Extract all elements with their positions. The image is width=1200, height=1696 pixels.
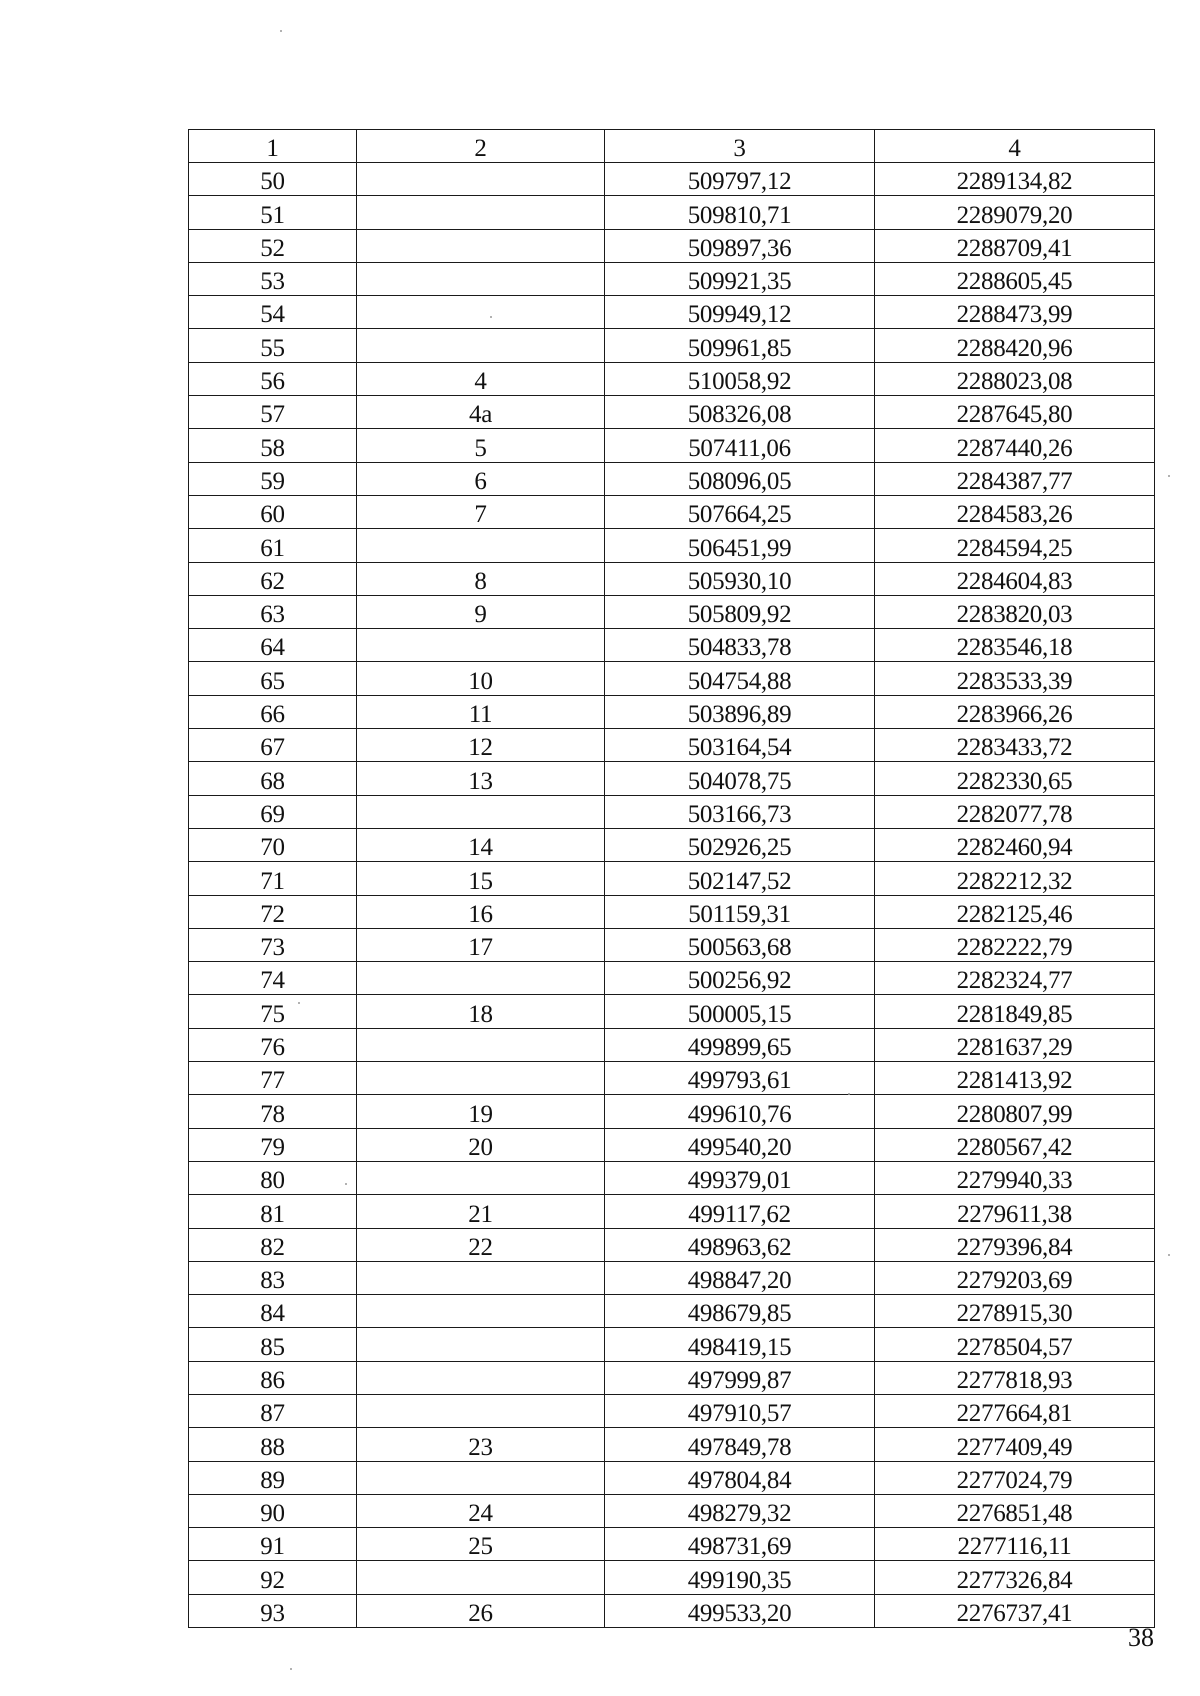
- marker-cell: 25: [357, 1528, 605, 1561]
- scan-speck: [345, 1183, 347, 1185]
- marker-cell: [357, 795, 605, 828]
- table-row: [189, 495, 1155, 528]
- point-number-cell: 54: [189, 296, 357, 329]
- point-number-cell: 75: [189, 995, 357, 1028]
- y-coordinate-cell: 2283533,39: [875, 662, 1155, 695]
- table-row: [189, 1161, 1155, 1194]
- x-coordinate-cell: 501159,31: [605, 895, 875, 928]
- marker-cell: 11: [357, 695, 605, 728]
- table-row: [189, 1128, 1155, 1161]
- y-coordinate-cell: 2279396,84: [875, 1228, 1155, 1261]
- table-row: [189, 262, 1155, 295]
- table-row: [189, 1528, 1155, 1561]
- marker-cell: 19: [357, 1095, 605, 1128]
- point-number-cell: 73: [189, 928, 357, 961]
- point-number-cell: 93: [189, 1594, 357, 1627]
- coordinates-table: [188, 129, 1155, 1628]
- y-coordinate-cell: 2279611,38: [875, 1195, 1155, 1228]
- marker-cell: 9: [357, 595, 605, 628]
- y-coordinate-cell: 2289134,82: [875, 163, 1155, 196]
- point-number-cell: 70: [189, 828, 357, 861]
- table-row: [189, 1062, 1155, 1095]
- marker-cell: [357, 529, 605, 562]
- y-coordinate-cell: 2288420,96: [875, 329, 1155, 362]
- marker-cell: 22: [357, 1228, 605, 1261]
- y-coordinate-cell: 2277024,79: [875, 1461, 1155, 1494]
- x-coordinate-cell: 509797,12: [605, 163, 875, 196]
- x-coordinate-cell: 498419,15: [605, 1328, 875, 1361]
- y-coordinate-cell: 2289079,20: [875, 196, 1155, 229]
- point-number-cell: 72: [189, 895, 357, 928]
- y-coordinate-cell: 2277664,81: [875, 1394, 1155, 1427]
- table-row: [189, 1394, 1155, 1427]
- point-number-cell: 84: [189, 1295, 357, 1328]
- marker-cell: 4a: [357, 396, 605, 429]
- scan-speck: [1168, 475, 1170, 477]
- point-number-cell: 53: [189, 262, 357, 295]
- x-coordinate-cell: 499899,65: [605, 1028, 875, 1061]
- point-number-cell: 66: [189, 695, 357, 728]
- x-coordinate-cell: 504754,88: [605, 662, 875, 695]
- x-coordinate-cell: 499117,62: [605, 1195, 875, 1228]
- table-row: [189, 1228, 1155, 1261]
- marker-cell: [357, 163, 605, 196]
- y-coordinate-cell: 2282460,94: [875, 828, 1155, 861]
- y-coordinate-cell: 2282222,79: [875, 928, 1155, 961]
- y-coordinate-cell: 2276851,48: [875, 1494, 1155, 1527]
- table-row: [189, 1095, 1155, 1128]
- y-coordinate-cell: 2276737,41: [875, 1594, 1155, 1627]
- marker-cell: 18: [357, 995, 605, 1028]
- x-coordinate-cell: 505930,10: [605, 562, 875, 595]
- point-number-cell: 88: [189, 1428, 357, 1461]
- header-row: [189, 130, 1155, 163]
- x-coordinate-cell: 499610,76: [605, 1095, 875, 1128]
- point-number-cell: 89: [189, 1461, 357, 1494]
- table-row: [189, 462, 1155, 495]
- table-row: [189, 329, 1155, 362]
- point-number-cell: 91: [189, 1528, 357, 1561]
- point-number-cell: 74: [189, 962, 357, 995]
- marker-cell: [357, 329, 605, 362]
- marker-cell: 10: [357, 662, 605, 695]
- x-coordinate-cell: 499793,61: [605, 1062, 875, 1095]
- marker-cell: 4: [357, 362, 605, 395]
- x-coordinate-cell: 509897,36: [605, 229, 875, 262]
- x-coordinate-cell: 506451,99: [605, 529, 875, 562]
- y-coordinate-cell: 2281849,85: [875, 995, 1155, 1028]
- marker-cell: 7: [357, 495, 605, 528]
- table-row: [189, 962, 1155, 995]
- y-coordinate-cell: 2283546,18: [875, 629, 1155, 662]
- point-number-cell: 82: [189, 1228, 357, 1261]
- point-number-cell: 60: [189, 495, 357, 528]
- y-coordinate-cell: 2280807,99: [875, 1095, 1155, 1128]
- table-row: [189, 196, 1155, 229]
- table-row: [189, 1328, 1155, 1361]
- y-coordinate-cell: 2282212,32: [875, 862, 1155, 895]
- scan-speck: [490, 316, 492, 318]
- point-number-cell: 52: [189, 229, 357, 262]
- page-number: 38: [1128, 1623, 1154, 1652]
- table-body: [189, 163, 1155, 1628]
- x-coordinate-cell: 498279,32: [605, 1494, 875, 1527]
- table-row: [189, 762, 1155, 795]
- point-number-cell: 86: [189, 1361, 357, 1394]
- marker-cell: [357, 262, 605, 295]
- table-row: [189, 895, 1155, 928]
- scan-speck: [298, 1002, 300, 1004]
- y-coordinate-cell: 2284604,83: [875, 562, 1155, 595]
- point-number-cell: 56: [189, 362, 357, 395]
- marker-cell: [357, 196, 605, 229]
- x-coordinate-cell: 509921,35: [605, 262, 875, 295]
- y-coordinate-cell: 2282330,65: [875, 762, 1155, 795]
- x-coordinate-cell: 500256,92: [605, 962, 875, 995]
- table-row: [189, 163, 1155, 196]
- y-coordinate-cell: 2281413,92: [875, 1062, 1155, 1095]
- y-coordinate-cell: 2282077,78: [875, 795, 1155, 828]
- table-row: [189, 1028, 1155, 1061]
- table-row: [189, 1594, 1155, 1627]
- table-row: [189, 595, 1155, 628]
- y-coordinate-cell: 2283433,72: [875, 729, 1155, 762]
- scan-speck: [848, 1093, 850, 1095]
- table-row: [189, 1561, 1155, 1594]
- y-coordinate-cell: 2284583,26: [875, 495, 1155, 528]
- point-number-cell: 65: [189, 662, 357, 695]
- marker-cell: 8: [357, 562, 605, 595]
- marker-cell: 21: [357, 1195, 605, 1228]
- point-number-cell: 55: [189, 329, 357, 362]
- marker-cell: 24: [357, 1494, 605, 1527]
- x-coordinate-cell: 499379,01: [605, 1161, 875, 1194]
- y-coordinate-cell: 2278504,57: [875, 1328, 1155, 1361]
- point-number-cell: 71: [189, 862, 357, 895]
- x-coordinate-cell: 499533,20: [605, 1594, 875, 1627]
- table-row: [189, 795, 1155, 828]
- marker-cell: [357, 1561, 605, 1594]
- y-coordinate-cell: 2282125,46: [875, 895, 1155, 928]
- table-row: [189, 229, 1155, 262]
- column-header-4: 4: [875, 130, 1155, 163]
- x-coordinate-cell: 508096,05: [605, 462, 875, 495]
- table-row: [189, 695, 1155, 728]
- marker-cell: [357, 1394, 605, 1427]
- table-row: [189, 729, 1155, 762]
- x-coordinate-cell: 498847,20: [605, 1261, 875, 1294]
- point-number-cell: 92: [189, 1561, 357, 1594]
- y-coordinate-cell: 2277116,11: [875, 1528, 1155, 1561]
- table-row: [189, 396, 1155, 429]
- marker-cell: [357, 1062, 605, 1095]
- x-coordinate-cell: 502926,25: [605, 828, 875, 861]
- table-row: [189, 1428, 1155, 1461]
- marker-cell: [357, 1361, 605, 1394]
- table-row: [189, 296, 1155, 329]
- point-number-cell: 77: [189, 1062, 357, 1095]
- x-coordinate-cell: 507664,25: [605, 495, 875, 528]
- table-row: [189, 362, 1155, 395]
- marker-cell: 23: [357, 1428, 605, 1461]
- y-coordinate-cell: 2278915,30: [875, 1295, 1155, 1328]
- table-row: [189, 862, 1155, 895]
- table-row: [189, 1261, 1155, 1294]
- marker-cell: [357, 1028, 605, 1061]
- marker-cell: 16: [357, 895, 605, 928]
- table-row: [189, 629, 1155, 662]
- scan-speck: [280, 30, 282, 32]
- x-coordinate-cell: 497804,84: [605, 1461, 875, 1494]
- point-number-cell: 78: [189, 1095, 357, 1128]
- x-coordinate-cell: 510058,92: [605, 362, 875, 395]
- point-number-cell: 64: [189, 629, 357, 662]
- scan-speck: [290, 1668, 292, 1670]
- y-coordinate-cell: 2279203,69: [875, 1261, 1155, 1294]
- x-coordinate-cell: 508326,08: [605, 396, 875, 429]
- marker-cell: 14: [357, 828, 605, 861]
- y-coordinate-cell: 2288605,45: [875, 262, 1155, 295]
- x-coordinate-cell: 497910,57: [605, 1394, 875, 1427]
- x-coordinate-cell: 500005,15: [605, 995, 875, 1028]
- point-number-cell: 90: [189, 1494, 357, 1527]
- y-coordinate-cell: 2282324,77: [875, 962, 1155, 995]
- point-number-cell: 58: [189, 429, 357, 462]
- table-row: [189, 1195, 1155, 1228]
- x-coordinate-cell: 504833,78: [605, 629, 875, 662]
- y-coordinate-cell: 2279940,33: [875, 1161, 1155, 1194]
- marker-cell: 15: [357, 862, 605, 895]
- y-coordinate-cell: 2281637,29: [875, 1028, 1155, 1061]
- point-number-cell: 79: [189, 1128, 357, 1161]
- column-header-3: 3: [605, 130, 875, 163]
- point-number-cell: 69: [189, 795, 357, 828]
- table-row: [189, 662, 1155, 695]
- table-row: [189, 529, 1155, 562]
- point-number-cell: 83: [189, 1261, 357, 1294]
- point-number-cell: 80: [189, 1161, 357, 1194]
- point-number-cell: 81: [189, 1195, 357, 1228]
- y-coordinate-cell: 2280567,42: [875, 1128, 1155, 1161]
- point-number-cell: 87: [189, 1394, 357, 1427]
- marker-cell: [357, 1261, 605, 1294]
- x-coordinate-cell: 498731,69: [605, 1528, 875, 1561]
- y-coordinate-cell: 2277818,93: [875, 1361, 1155, 1394]
- x-coordinate-cell: 503896,89: [605, 695, 875, 728]
- marker-cell: [357, 1328, 605, 1361]
- table-row: [189, 1295, 1155, 1328]
- x-coordinate-cell: 498679,85: [605, 1295, 875, 1328]
- marker-cell: 20: [357, 1128, 605, 1161]
- marker-cell: [357, 629, 605, 662]
- point-number-cell: 57: [189, 396, 357, 429]
- table-row: [189, 1361, 1155, 1394]
- marker-cell: 17: [357, 928, 605, 961]
- marker-cell: 6: [357, 462, 605, 495]
- x-coordinate-cell: 504078,75: [605, 762, 875, 795]
- marker-cell: 13: [357, 762, 605, 795]
- x-coordinate-cell: 497849,78: [605, 1428, 875, 1461]
- table-row: [189, 1461, 1155, 1494]
- table-header: [189, 130, 1155, 163]
- marker-cell: [357, 229, 605, 262]
- point-number-cell: 50: [189, 163, 357, 196]
- x-coordinate-cell: 507411,06: [605, 429, 875, 462]
- marker-cell: 26: [357, 1594, 605, 1627]
- marker-cell: [357, 962, 605, 995]
- x-coordinate-cell: 503166,73: [605, 795, 875, 828]
- marker-cell: [357, 296, 605, 329]
- point-number-cell: 51: [189, 196, 357, 229]
- y-coordinate-cell: 2287645,80: [875, 396, 1155, 429]
- point-number-cell: 59: [189, 462, 357, 495]
- x-coordinate-cell: 497999,87: [605, 1361, 875, 1394]
- table-row: [189, 562, 1155, 595]
- table-row: [189, 429, 1155, 462]
- y-coordinate-cell: 2283820,03: [875, 595, 1155, 628]
- column-header-2: 2: [357, 130, 605, 163]
- x-coordinate-cell: 509810,71: [605, 196, 875, 229]
- point-number-cell: 63: [189, 595, 357, 628]
- table-row: [189, 1494, 1155, 1527]
- marker-cell: 12: [357, 729, 605, 762]
- y-coordinate-cell: 2283966,26: [875, 695, 1155, 728]
- x-coordinate-cell: 498963,62: [605, 1228, 875, 1261]
- point-number-cell: 85: [189, 1328, 357, 1361]
- point-number-cell: 61: [189, 529, 357, 562]
- x-coordinate-cell: 509949,12: [605, 296, 875, 329]
- marker-cell: 5: [357, 429, 605, 462]
- x-coordinate-cell: 499540,20: [605, 1128, 875, 1161]
- y-coordinate-cell: 2284387,77: [875, 462, 1155, 495]
- y-coordinate-cell: 2287440,26: [875, 429, 1155, 462]
- column-header-1: 1: [189, 130, 357, 163]
- y-coordinate-cell: 2288709,41: [875, 229, 1155, 262]
- scan-speck: [1168, 1254, 1170, 1256]
- x-coordinate-cell: 499190,35: [605, 1561, 875, 1594]
- point-number-cell: 68: [189, 762, 357, 795]
- y-coordinate-cell: 2284594,25: [875, 529, 1155, 562]
- y-coordinate-cell: 2288023,08: [875, 362, 1155, 395]
- table-row: [189, 928, 1155, 961]
- y-coordinate-cell: 2277409,49: [875, 1428, 1155, 1461]
- x-coordinate-cell: 502147,52: [605, 862, 875, 895]
- x-coordinate-cell: 500563,68: [605, 928, 875, 961]
- point-number-cell: 76: [189, 1028, 357, 1061]
- y-coordinate-cell: 2288473,99: [875, 296, 1155, 329]
- table-row: [189, 828, 1155, 861]
- table-row: [189, 995, 1155, 1028]
- x-coordinate-cell: 503164,54: [605, 729, 875, 762]
- marker-cell: [357, 1161, 605, 1194]
- y-coordinate-cell: 2277326,84: [875, 1561, 1155, 1594]
- marker-cell: [357, 1461, 605, 1494]
- x-coordinate-cell: 509961,85: [605, 329, 875, 362]
- marker-cell: [357, 1295, 605, 1328]
- point-number-cell: 67: [189, 729, 357, 762]
- x-coordinate-cell: 505809,92: [605, 595, 875, 628]
- point-number-cell: 62: [189, 562, 357, 595]
